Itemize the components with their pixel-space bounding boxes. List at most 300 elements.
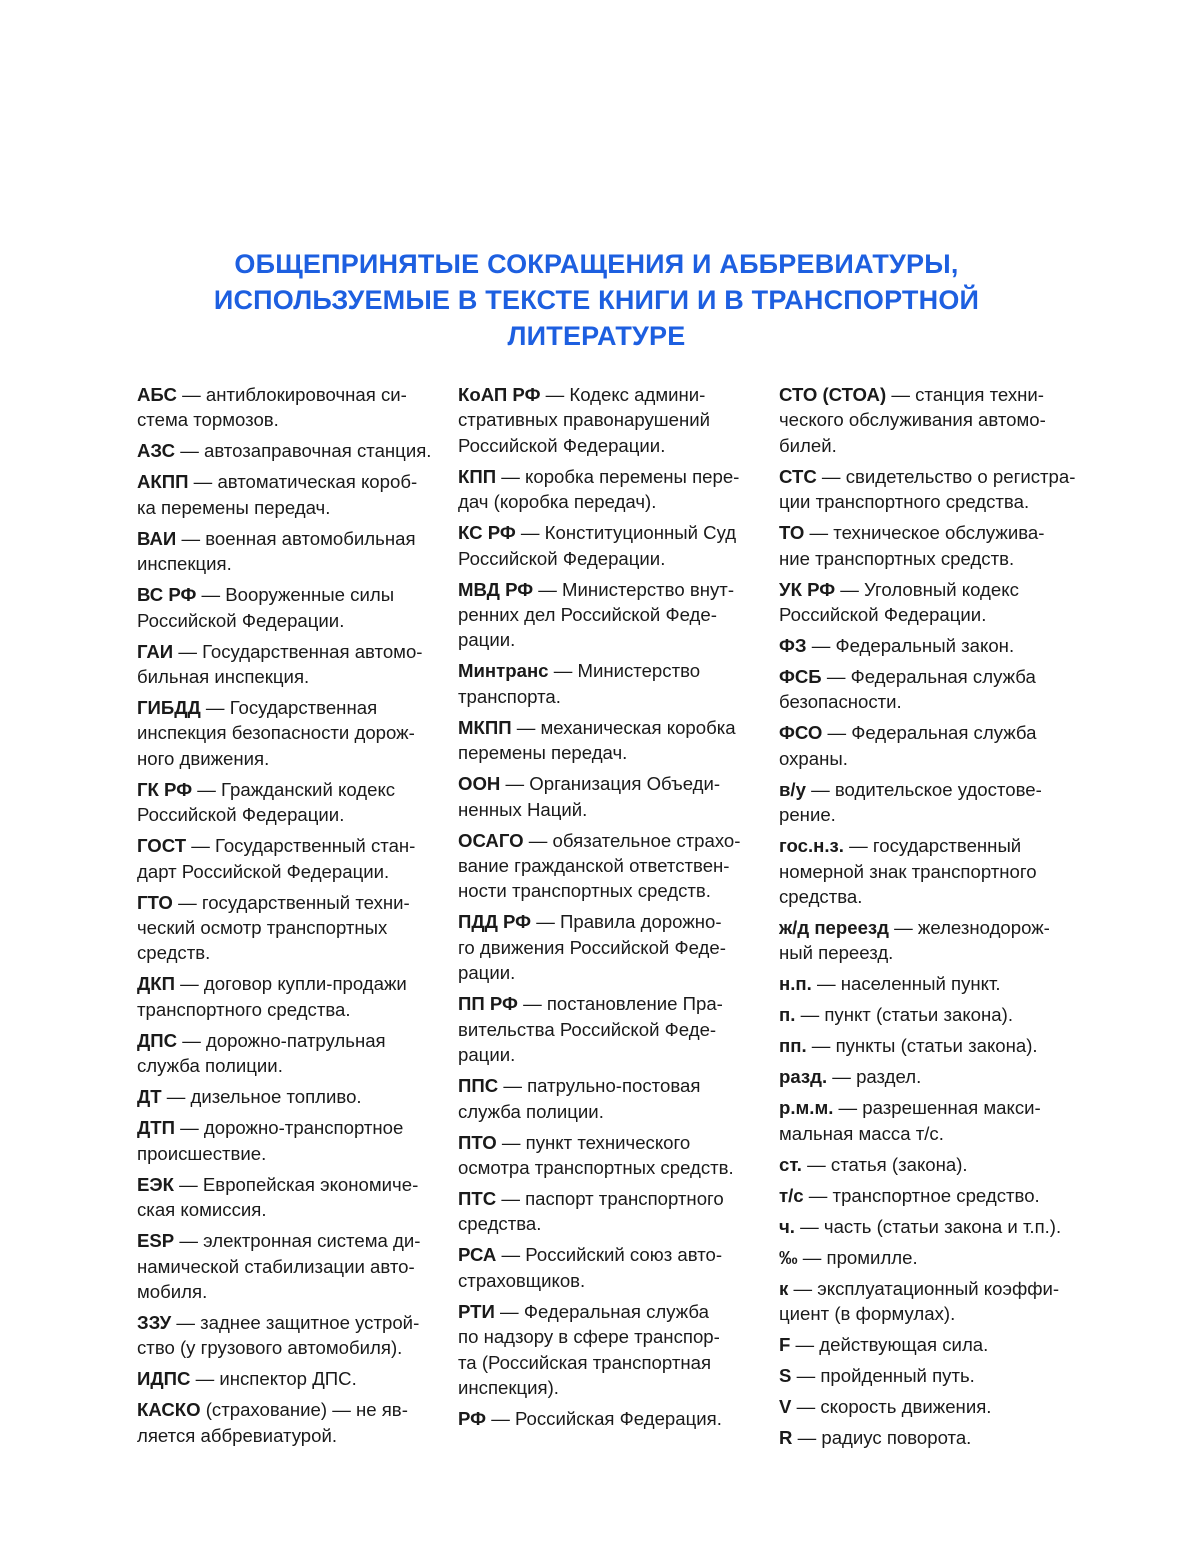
glossary-entry-line (779, 1095, 1079, 1120)
glossary-entry-line (779, 1214, 1079, 1239)
glossary-entry (137, 1228, 437, 1304)
glossary-definition: ческий осмотр транспортных (137, 917, 388, 939)
glossary-entry (779, 1363, 1079, 1388)
glossary-entry (779, 464, 1079, 515)
glossary-entry-line (779, 802, 1079, 827)
glossary-definition: вание гражданской ответствен- (458, 855, 730, 877)
glossary-entry-line (779, 577, 1079, 602)
glossary-term: ПТО (458, 1131, 497, 1153)
glossary-definition: — договор купли-продажи (174, 973, 407, 995)
glossary-definition: — обязательное страхо- (523, 829, 741, 851)
glossary-definition: вительства Российской Феде- (458, 1018, 717, 1040)
glossary-entry-line (458, 1130, 758, 1155)
glossary-definition: ренних дел Российской Феде- (458, 604, 717, 626)
glossary-term: ПТС (458, 1187, 497, 1209)
glossary-entry (779, 382, 1079, 458)
glossary-term: Минтранс (458, 660, 549, 682)
glossary-term: ЗЗУ (137, 1311, 172, 1333)
glossary-entry-line (137, 1053, 437, 1078)
glossary-entry-line (137, 469, 437, 494)
glossary-term: ПП РФ (458, 993, 518, 1015)
glossary-entry-line (779, 720, 1079, 745)
glossary-entry-line (137, 582, 437, 607)
glossary-definition: Российской Федерации. (137, 804, 345, 826)
glossary-entry-line (458, 382, 758, 407)
glossary-entry (779, 1332, 1079, 1357)
glossary-term: ж/д переезд (779, 917, 889, 939)
glossary-entry-line (779, 1183, 1079, 1208)
glossary-entry-line (458, 1406, 758, 1431)
glossary-entry-line (779, 777, 1079, 802)
glossary-definition: Российской Федерации. (458, 547, 666, 569)
glossary-term: ГОСТ (137, 835, 187, 857)
glossary-term: ВАИ (137, 527, 177, 549)
glossary-entry (779, 1394, 1079, 1419)
glossary-entry-line (779, 1363, 1079, 1388)
glossary-definition: намической стабилизации авто- (137, 1255, 415, 1277)
glossary-definition: — Государственная (200, 697, 378, 719)
glossary-term: ГИБДД (137, 697, 201, 719)
glossary-definition: — эксплуатационный коэффи- (788, 1277, 1060, 1299)
glossary-definition: циент (в формулах). (779, 1303, 956, 1325)
glossary-entry-line (137, 1115, 437, 1140)
glossary-entry-line (458, 1242, 758, 1267)
glossary-entry (137, 890, 437, 966)
glossary-entry-line (458, 991, 758, 1016)
glossary-entry-line (137, 1397, 437, 1422)
glossary-entry (137, 1084, 437, 1109)
glossary-entry (137, 582, 437, 633)
glossary-definition: — Государственный стан- (186, 835, 416, 857)
glossary-entry-line (779, 1064, 1079, 1089)
glossary-entry-line (779, 433, 1079, 458)
glossary-definition: — Российский союз авто- (496, 1244, 723, 1266)
glossary-term: ДТП (137, 1117, 175, 1139)
glossary-entry-line (458, 684, 758, 709)
glossary-entry-line (458, 1017, 758, 1042)
glossary-entry (779, 720, 1079, 771)
glossary-entry-line (458, 658, 758, 683)
page-title-line: ИСПОЛЬЗУЕМЫЕ В ТЕКСТЕ КНИГИ И В ТРАНСПОРТНОЙ (213, 285, 980, 315)
glossary-term: АКПП (137, 471, 189, 493)
glossary-term: ИДПС (137, 1368, 191, 1390)
glossary-entry (137, 1366, 437, 1391)
glossary-entry (137, 639, 437, 690)
glossary-entry (779, 1064, 1079, 1089)
glossary-term: ВС РФ (137, 584, 197, 606)
glossary-term: пп. (779, 1035, 807, 1057)
page-title-line: ЛИТЕРАТУРЕ (507, 321, 686, 351)
glossary-definition: инспекция). (458, 1376, 559, 1398)
glossary-entry (779, 1152, 1079, 1177)
glossary-entry-line (137, 746, 437, 771)
glossary-entry-line (458, 627, 758, 652)
glossary-entry-line (137, 1423, 437, 1448)
glossary-entry-line (137, 438, 437, 463)
glossary-definition: осмотра транспортных средств. (458, 1156, 734, 1178)
glossary-definition: — свидетельство о регистра- (816, 465, 1076, 487)
glossary-definition: — Кодекс админи- (540, 384, 706, 405)
glossary-definition: — Федеральная служба (821, 666, 1036, 688)
glossary-entry-line (137, 859, 437, 884)
glossary-entry-line (458, 960, 758, 985)
glossary-term: ППС (458, 1075, 499, 1097)
glossary-definition: — действующая сила. (790, 1334, 989, 1356)
glossary-definition: — Государственная автомо- (173, 640, 423, 662)
glossary-term: р.м.м. (779, 1097, 834, 1119)
glossary-entry-line (137, 1254, 437, 1279)
glossary-entry-line (779, 1276, 1079, 1301)
glossary-entry-line (458, 1073, 758, 1098)
glossary-definition: — Гражданский кодекс (192, 778, 396, 800)
glossary-term: ДКП (137, 973, 175, 995)
glossary-definition: — пункты (статьи закона). (806, 1035, 1038, 1057)
glossary-definition: ляется аббревиатурой. (137, 1424, 338, 1446)
glossary-definition: рение. (779, 804, 836, 826)
glossary-definition: — промилле. (797, 1246, 918, 1268)
glossary-term: ESP (137, 1230, 175, 1252)
glossary-entry (779, 777, 1079, 828)
glossary-entry (137, 1115, 437, 1166)
glossary-entry (779, 1245, 1079, 1270)
glossary-entry (458, 771, 758, 822)
glossary-entry (458, 991, 758, 1067)
glossary-definition: мобиля. (137, 1280, 208, 1302)
glossary-term: к (779, 1277, 789, 1299)
glossary-definition: — пункт технического (496, 1131, 691, 1153)
glossary-entry (458, 1186, 758, 1237)
glossary-definition: рации. (458, 629, 516, 651)
glossary-entry-line (458, 1324, 758, 1349)
glossary-definition: — антиблокировочная си- (176, 384, 407, 405)
glossary-entry (779, 520, 1079, 571)
glossary-term: п. (779, 1004, 796, 1026)
glossary-definition: — Уголовный кодекс (835, 578, 1019, 600)
glossary-term: разд. (779, 1066, 828, 1088)
glossary-entry (458, 1406, 758, 1431)
glossary-entry-line (458, 740, 758, 765)
glossary-definition: — Федеральная служба (822, 722, 1037, 744)
glossary-entry-line (137, 382, 437, 407)
glossary-entry-line (779, 1152, 1079, 1177)
glossary-definition: — часть (статьи закона и т.п.). (794, 1215, 1062, 1237)
glossary-term: в/у (779, 778, 806, 800)
glossary-term: ГАИ (137, 640, 174, 662)
glossary-definition: — дорожно-патрульная (177, 1029, 386, 1051)
glossary-term: т/с (779, 1184, 804, 1206)
glossary-entry (779, 971, 1079, 996)
glossary-term: гос.н.з. (779, 835, 844, 857)
glossary-definition: — станция техни- (886, 384, 1044, 405)
glossary-entry-line (458, 1155, 758, 1180)
glossary-term: R (779, 1427, 793, 1449)
glossary-definition: — разрешенная макси- (833, 1097, 1041, 1119)
glossary-entry-line (137, 940, 437, 965)
glossary-term: ТО (779, 522, 805, 544)
glossary-entry-line (137, 1228, 437, 1253)
glossary-entry (137, 695, 437, 771)
glossary-definition: — Вооруженные силы (196, 584, 395, 606)
glossary-term: ст. (779, 1153, 802, 1175)
glossary-definition: ская комиссия. (137, 1199, 267, 1221)
glossary-definition: — Организация Объеди- (500, 773, 721, 795)
glossary-entry (458, 658, 758, 709)
glossary-entry-line (458, 715, 758, 740)
glossary-entry (779, 915, 1079, 966)
glossary-definition: ности транспортных средств. (458, 880, 711, 902)
glossary-entry (458, 1242, 758, 1293)
glossary-term: СТО (СТОА) (779, 384, 887, 405)
glossary-definition: Российской Федерации. (458, 434, 666, 456)
glossary-definition: — коробка перемены пере- (496, 465, 740, 487)
glossary-definition: средств. (137, 942, 211, 964)
glossary-entry-line (137, 997, 437, 1022)
glossary-definition: средства. (779, 886, 863, 908)
glossary-entry-line (458, 520, 758, 545)
glossary-definition: по надзору в сфере транспор- (458, 1326, 720, 1348)
glossary-entry-line (137, 608, 437, 633)
glossary-definition: — Федеральная служба (494, 1300, 710, 1322)
glossary-entry (137, 777, 437, 828)
glossary-entry-line (779, 1394, 1079, 1419)
glossary-definition: ный переезд. (779, 942, 894, 964)
glossary-entry-line (458, 1268, 758, 1293)
page-title-line: ОБЩЕПРИНЯТЫЕ СОКРАЩЕНИЯ И АББРЕВИАТУРЫ, (234, 249, 959, 279)
glossary-definition: — железнодорож- (888, 917, 1050, 939)
glossary-entry-line (458, 1350, 758, 1375)
glossary-entry (137, 1397, 437, 1448)
glossary-entry-line (458, 1375, 758, 1400)
glossary-definition: Российской Федерации. (779, 604, 987, 626)
glossary-entry-line (458, 1186, 758, 1211)
glossary-definition: — инспектор ДПС. (190, 1368, 357, 1390)
glossary-entry (779, 1425, 1079, 1450)
glossary-entry (779, 1276, 1079, 1327)
glossary-definition: инспекция. (137, 553, 232, 575)
glossary-term: АЗС (137, 440, 176, 462)
glossary-entry-line (779, 1002, 1079, 1027)
glossary-entry-line (137, 664, 437, 689)
glossary-definition: — раздел. (827, 1066, 922, 1088)
glossary-term: ‰ (779, 1246, 798, 1268)
glossary-entry-line (137, 526, 437, 551)
glossary-definition: — автозаправочная станция. (175, 440, 432, 462)
glossary-entry-line (137, 1335, 437, 1360)
glossary-entry-line (779, 1033, 1079, 1058)
glossary-definition: — патрульно-постовая (498, 1075, 701, 1097)
glossary-entry-line (458, 828, 758, 853)
glossary-definition: — государственный техни- (172, 891, 410, 913)
glossary-entry (779, 1095, 1079, 1146)
glossary-definition: — военная автомобильная (176, 527, 416, 549)
glossary-entry-line (137, 720, 437, 745)
glossary-entry-line (779, 633, 1079, 658)
glossary-entry-line (137, 407, 437, 432)
glossary-definition: — водительское удостове- (805, 778, 1042, 800)
glossary-term: СТС (779, 465, 817, 487)
glossary-definition: — Российская Федерация. (486, 1407, 722, 1429)
glossary-term: КоАП РФ (458, 384, 541, 405)
glossary-entry-line (779, 664, 1079, 689)
glossary-definition: (страхование) — не яв- (200, 1399, 408, 1421)
glossary-entry-line (137, 915, 437, 940)
glossary-term: ООН (458, 773, 501, 795)
page-title (0, 246, 1193, 354)
glossary-definition: охраны. (779, 747, 848, 769)
glossary-definition: безопасности. (779, 691, 902, 713)
glossary-term: ч. (779, 1215, 795, 1237)
glossary-entry-line (458, 464, 758, 489)
glossary-term: F (779, 1334, 791, 1356)
glossary-definition: инспекция безопасности дорож- (137, 722, 415, 744)
glossary-definition: бильная инспекция. (137, 666, 310, 688)
glossary-term: ПДД РФ (458, 911, 532, 933)
glossary-definition: транспорта. (458, 685, 561, 707)
glossary-definition: — дизельное топливо. (161, 1086, 362, 1108)
glossary-definition: — электронная система ди- (174, 1230, 421, 1252)
glossary-entry-line (779, 489, 1079, 514)
glossary-entry-line (779, 689, 1079, 714)
glossary-term: РТИ (458, 1300, 495, 1322)
glossary-term: МКПП (458, 716, 512, 738)
glossary-entry (137, 1310, 437, 1361)
glossary-entry-line (137, 1279, 437, 1304)
glossary-definition: — Федеральный закон. (806, 635, 1015, 657)
glossary-term: ДПС (137, 1029, 178, 1051)
glossary-entry-line (137, 1028, 437, 1053)
glossary-definition: рации. (458, 962, 516, 984)
glossary-definition: — Министерство (548, 660, 701, 682)
glossary-entry-line (137, 495, 437, 520)
glossary-definition: ненных Наций. (458, 798, 588, 820)
glossary-term: КС РФ (458, 522, 516, 544)
glossary-term: ОСАГО (458, 829, 524, 851)
glossary-term: V (779, 1396, 792, 1418)
glossary-definition: мальная масса т/с. (779, 1122, 944, 1144)
glossary-definition: — государственный (843, 835, 1022, 857)
glossary-definition: — паспорт транспортного (496, 1187, 724, 1209)
glossary-entry-line (137, 833, 437, 858)
glossary-entry (779, 1002, 1079, 1027)
glossary-entry-line (137, 1084, 437, 1109)
glossary-entry (779, 577, 1079, 628)
glossary-term: КАСКО (137, 1399, 201, 1421)
glossary-entry-line (458, 935, 758, 960)
glossary-entry-line (779, 859, 1079, 884)
glossary-entry (458, 1073, 758, 1124)
glossary-entry (458, 715, 758, 766)
glossary-entry-line (137, 1197, 437, 1222)
glossary-definition: — Министерство внут- (533, 578, 735, 600)
glossary-definition: билей. (779, 434, 837, 456)
glossary-entry-line (779, 546, 1079, 571)
glossary-entry-line (458, 433, 758, 458)
glossary-entry-line (779, 971, 1079, 996)
glossary-entry-line (458, 853, 758, 878)
glossary-entry (779, 664, 1079, 715)
glossary-definition: перемены передач. (458, 742, 628, 764)
glossary-entry (137, 382, 437, 433)
glossary-definition: — заднее защитное устрой- (171, 1311, 420, 1333)
glossary-entry (458, 828, 758, 904)
glossary-entry-line (458, 577, 758, 602)
glossary-definition: стративных правонарушений (458, 409, 711, 431)
glossary-term: н.п. (779, 973, 812, 995)
glossary-entry-line (458, 797, 758, 822)
glossary-definition: страховщиков. (458, 1269, 586, 1291)
glossary-definition: — автоматическая короб- (188, 471, 418, 493)
glossary-definition: — статья (закона). (801, 1153, 968, 1175)
glossary-term: АБС (137, 384, 177, 405)
glossary-entry-line (137, 890, 437, 915)
glossary-definition: номерной знак транспортного (779, 860, 1037, 882)
glossary-entry-line (458, 1299, 758, 1324)
abbreviations-column-1 (137, 382, 437, 1454)
glossary-entry-line (779, 1121, 1079, 1146)
glossary-term: МВД РФ (458, 578, 534, 600)
glossary-definition: — Правила дорожно- (531, 911, 722, 933)
glossary-entry-line (137, 802, 437, 827)
glossary-entry-line (779, 940, 1079, 965)
glossary-entry-line (137, 1310, 437, 1335)
glossary-definition: транспортного средства. (137, 998, 351, 1020)
glossary-definition: та (Российская транспортная (458, 1351, 712, 1373)
glossary-term: УК РФ (779, 578, 836, 600)
glossary-definition: — пункт (статьи закона). (795, 1004, 1013, 1026)
glossary-definition: го движения Российской Феде- (458, 936, 726, 958)
glossary-entry-line (137, 1366, 437, 1391)
glossary-definition: — радиус поворота. (792, 1427, 972, 1449)
glossary-definition: ство (у грузового автомобиля). (137, 1337, 403, 1359)
glossary-entry (458, 1299, 758, 1401)
glossary-entry-line (779, 1245, 1079, 1270)
glossary-entry-line (137, 695, 437, 720)
glossary-definition: ции транспортного средства. (779, 491, 1030, 513)
glossary-entry (779, 1214, 1079, 1239)
glossary-entry-line (779, 833, 1079, 858)
glossary-entry-line (137, 1141, 437, 1166)
glossary-term: ФСО (779, 722, 823, 744)
glossary-definition: ного движения. (137, 747, 270, 769)
glossary-entry-line (137, 1172, 437, 1197)
glossary-definition: ческого обслуживания автомо- (779, 409, 1046, 431)
glossary-definition: дарт Российской Федерации. (137, 860, 390, 882)
glossary-term: ДТ (137, 1086, 162, 1108)
abbreviations-column-3 (779, 382, 1079, 1456)
glossary-definition: — постановление Пра- (517, 993, 723, 1015)
glossary-definition: — транспортное средство. (803, 1184, 1040, 1206)
glossary-definition: служба полиции. (137, 1055, 283, 1077)
glossary-term: КПП (458, 465, 497, 487)
glossary-entry (137, 526, 437, 577)
glossary-entry (137, 1028, 437, 1079)
glossary-definition: рации. (458, 1044, 516, 1066)
glossary-entry-line (458, 407, 758, 432)
glossary-definition: дач (коробка передач). (458, 491, 657, 513)
glossary-entry-line (137, 971, 437, 996)
glossary-entry-line (458, 1211, 758, 1236)
glossary-term: ФСБ (779, 666, 822, 688)
glossary-definition: служба полиции. (458, 1100, 604, 1122)
glossary-entry (779, 833, 1079, 909)
glossary-term: РСА (458, 1244, 497, 1266)
glossary-term: ГК РФ (137, 778, 193, 800)
glossary-entry-line (458, 771, 758, 796)
glossary-entry-line (137, 551, 437, 576)
glossary-definition: — Конституционный Суд (515, 522, 737, 544)
glossary-definition: Российской Федерации. (137, 609, 345, 631)
glossary-definition: средства. (458, 1213, 542, 1235)
